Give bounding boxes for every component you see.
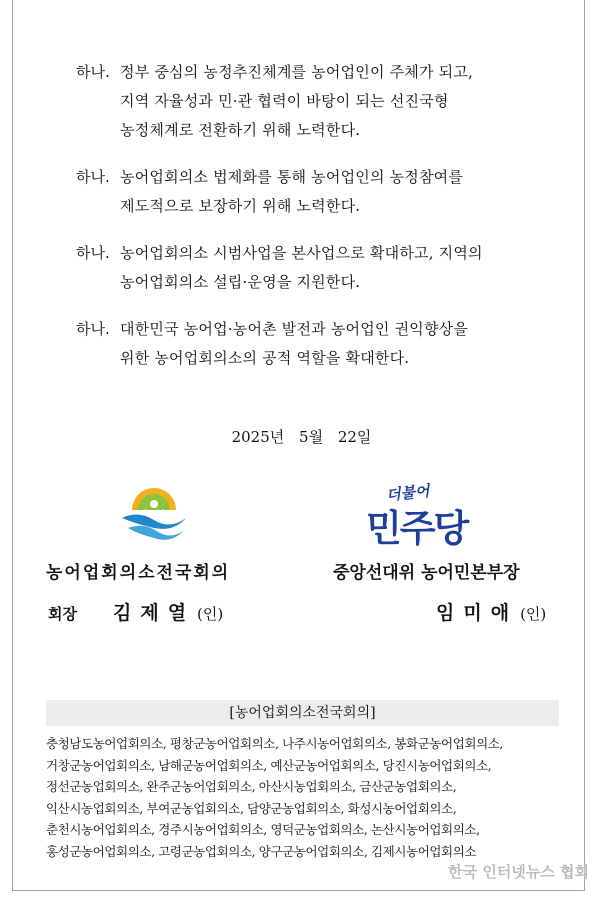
left-signer-role: 회장	[48, 605, 77, 623]
pledge-line: 농어업회의소 시범사업을 본사업으로 확대하고, 지역의	[120, 244, 483, 262]
right-org-name: 중앙선대위 농어민본부장	[333, 563, 520, 583]
pledge-label: 하나.	[76, 320, 110, 338]
members-row: 익산시농업회의소, 부여군농업회의소, 담양군농업회의소, 화성시농어업회의소,	[46, 800, 457, 816]
party-logo-brand: 민주당	[366, 507, 468, 550]
party-logo-script: 더불어	[385, 481, 431, 505]
pledge-label: 하나.	[76, 63, 110, 81]
news-watermark: 한국 인터넷뉴스 협회	[448, 863, 589, 881]
agreement-date: 2025년 5월 22일	[231, 428, 372, 446]
right-signature	[436, 598, 546, 625]
left-signer-name: 김제열	[112, 602, 196, 624]
members-row: 정선군농업회의소, 완주군농어업회의소, 아산시농업회의소, 금산군농업회의소,	[46, 779, 457, 794]
members-row: 춘천시농어업회의소, 경주시농어업회의소, 영덕군농업회의소, 논산시농어업회의소,	[46, 822, 480, 837]
pledge-line: 농어업회의소 설립·운영을 지원한다.	[120, 273, 361, 291]
members-list	[46, 733, 566, 862]
left-org-name: 농어업회의소전국회의	[46, 563, 231, 583]
pledge-item	[76, 315, 546, 373]
left-seal-mark: (인)	[197, 605, 224, 623]
right-seal-mark: (인)	[520, 605, 547, 623]
pledge-item	[76, 163, 546, 221]
members-title: [농어업회의소전국회의]	[46, 700, 559, 726]
members-row: 거창군농어업회의소, 남해군농어업회의소, 예산군농어업회의소, 당진시농어업회의소,	[46, 757, 492, 773]
democratic-party-logo-icon	[366, 482, 486, 550]
pledge-label: 하나.	[76, 244, 110, 262]
pledge-line: 농어업회의소 법제화를 통해 농어업인의 농정참여를	[120, 168, 464, 186]
right-signer-name: 임미애	[436, 602, 519, 624]
pledge-item	[76, 58, 546, 145]
members-row: 충청남도농어업회의소, 평창군농어업회의소, 나주시농어업회의소, 봉화군농어업회의소,	[46, 736, 503, 751]
pledge-label: 하나.	[76, 168, 110, 186]
pledge-line: 제도적으로 보장하기 위해 노력한다.	[120, 197, 361, 215]
pledge-list	[76, 58, 546, 391]
pledge-item	[76, 239, 546, 297]
pledge-line: 정부 중심의 농정추진체계를 농어업인이 주체가 되고,	[120, 63, 473, 81]
pledge-line: 농정체계로 전환하기 위해 노력한다.	[120, 121, 361, 139]
left-signature	[48, 598, 223, 625]
members-row: 홍성군농어업회의소, 고령군농업회의소, 양구군농어업회의소, 김제시농어업회의소	[46, 843, 477, 859]
pledge-line: 위한 농어업회의소의 공적 역할을 확대한다.	[120, 349, 410, 367]
farmers-chamber-logo-icon	[118, 488, 190, 544]
pledge-line: 대한민국 농어업·농어촌 발전과 농어업인 권익향상을	[120, 320, 469, 338]
pledge-line: 지역 자율성과 민·관 협력이 바탕이 되는 선진국형	[120, 92, 449, 110]
